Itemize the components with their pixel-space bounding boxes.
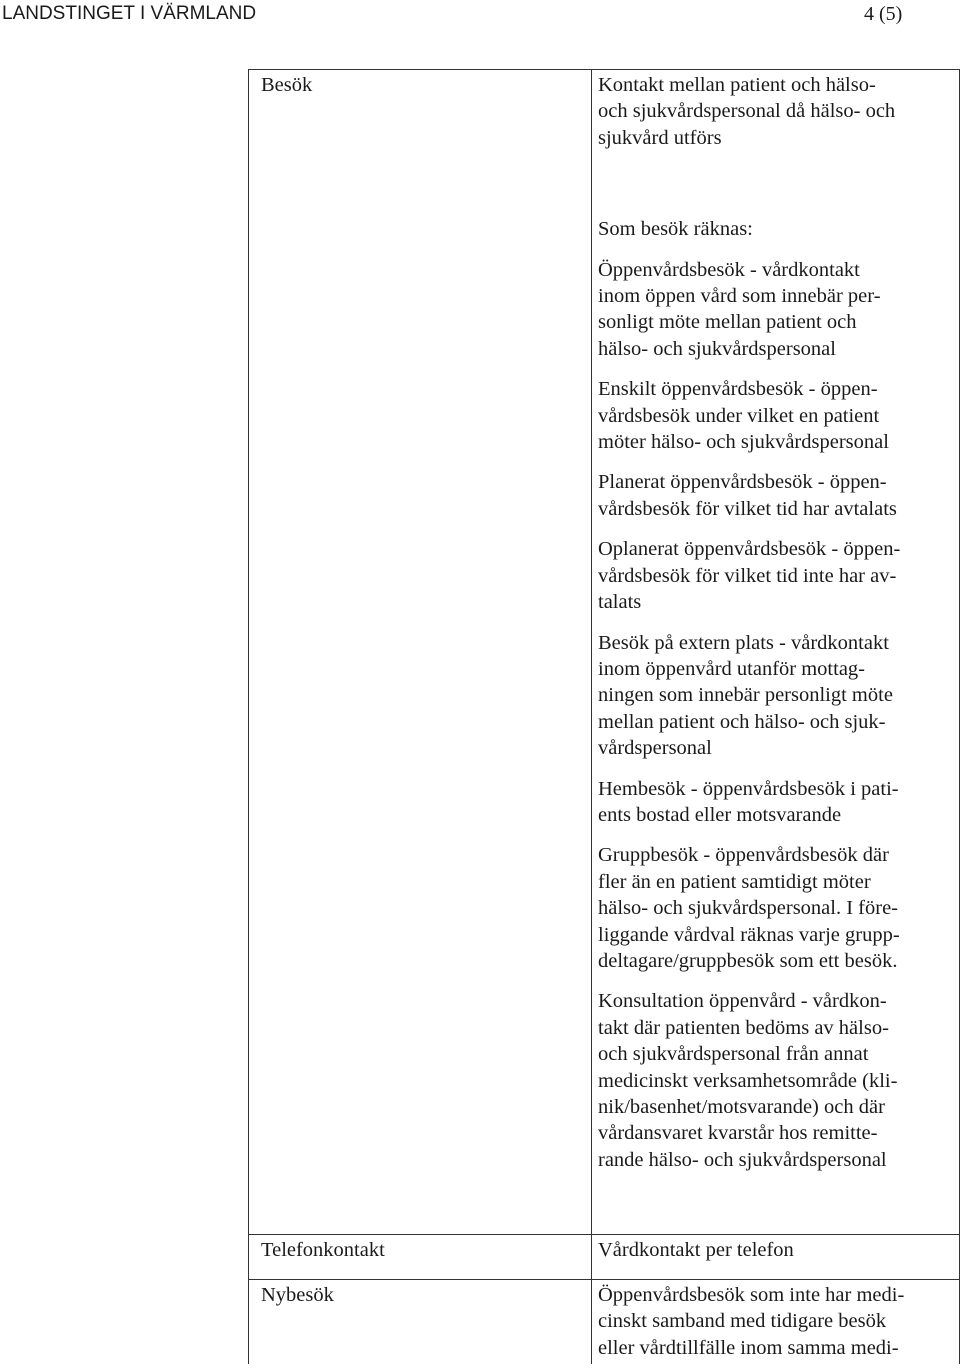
text-line: hälso- och sjukvårdspersonal [598, 337, 836, 360]
text-line: sjukvård utförs [598, 126, 722, 149]
text-line: Hembesök - öppenvårdsbesök i pati- [598, 777, 899, 800]
text-line: Som besök räknas: [598, 218, 753, 241]
text-line: och sjukvårdspersonal då hälso- och [598, 100, 896, 123]
table-row [249, 70, 960, 1235]
definition-paragraph [598, 536, 953, 615]
text-line: hälso- och sjukvårdspersonal. I före- [598, 897, 899, 920]
text-line: vårdansvaret kvarstår hos remitte- [598, 1122, 878, 1145]
text-line: vårdspersonal [598, 737, 712, 760]
definition-paragraph [598, 842, 953, 974]
term-telefonkontakt: Telefonkontakt [261, 1239, 385, 1261]
description-nybesok [592, 1280, 959, 1364]
text-line: vårdsbesök under vilket en patient [598, 404, 880, 427]
text-line: Besök på extern plats - vårdkontakt [598, 631, 889, 654]
text-line: Oplanerat öppenvårdsbesök - öppen- [598, 538, 901, 561]
text-line: ents bostad eller motsvarande [598, 803, 842, 826]
term-besok: Besök [261, 74, 313, 96]
text-line: takt där patienten bedöms av hälso- [598, 1016, 889, 1039]
text-line: talats [598, 591, 642, 614]
definition-paragraph [598, 469, 953, 522]
text-line: ningen som innebär personligt möte [598, 684, 893, 707]
definition-paragraph [598, 257, 953, 363]
text-line: Enskilt öppenvårdsbesök - öppen- [598, 378, 878, 401]
page-header [0, 0, 960, 30]
text-line: och sjukvårdspersonal från annat [598, 1043, 869, 1066]
page-number: 4 (5) [864, 3, 903, 25]
text-line: möter hälso- och sjukvårdspersonal [598, 431, 889, 454]
text-line: Kontakt mellan patient och hälso- [598, 74, 876, 96]
definition-paragraph [598, 72, 953, 151]
table-row [249, 1280, 960, 1365]
text-line: medicinskt verksamhetsområde (kli- [598, 1069, 898, 1092]
description-cell [592, 70, 960, 1235]
text-line: fler än en patient samtidigt möter [598, 870, 871, 893]
text-line: vårdsbesök för vilket tid inte har av- [598, 564, 897, 587]
text-line: liggande vårdval räknas varje grupp- [598, 923, 900, 946]
definition-paragraph [598, 776, 953, 829]
description-cell [592, 1235, 960, 1280]
text-line: Öppenvårdsbesök som inte har medi- [598, 1284, 905, 1306]
text-line: mellan patient och hälso- och sjuk- [598, 710, 886, 733]
text-line: Vårdkontakt per telefon [598, 1239, 794, 1261]
text-line: cinskt samband med tidigare besök [598, 1310, 887, 1333]
term-cell [249, 1235, 592, 1280]
term-cell [249, 1280, 592, 1365]
text-line: inom öppenvård utanför mottag- [598, 657, 866, 680]
table-row [249, 1235, 960, 1280]
description-cell [592, 1280, 960, 1365]
description-besok [592, 70, 959, 1173]
description-telefonkontakt [592, 1235, 959, 1263]
organization-name: LANDSTINGET I VÄRMLAND [2, 3, 257, 24]
text-line: Öppenvårdsbesök - vårdkontakt [598, 258, 860, 281]
definition-paragraph [598, 988, 953, 1173]
text-line: rande hälso- och sjukvårdspersonal [598, 1148, 887, 1171]
text-line: deltagare/gruppbesök som ett besök. [598, 949, 898, 972]
definition-paragraph [598, 630, 953, 762]
text-line: Konsultation öppenvård - vårdkon- [598, 990, 887, 1013]
text-line: vårdsbesök för vilket tid har avtalats [598, 497, 897, 520]
text-line: sonligt möte mellan patient och [598, 311, 857, 334]
counting-intro [598, 216, 953, 242]
text-line: nik/basenhet/motsvarande) och där [598, 1096, 885, 1118]
term-cell [249, 70, 592, 1235]
text-line: Planerat öppenvårdsbesök - öppen- [598, 471, 887, 494]
definition-paragraph [598, 376, 953, 455]
text-line: eller vårdtillfälle inom samma medi- [598, 1336, 899, 1359]
text-line: Gruppbesök - öppenvårdsbesök där [598, 844, 889, 867]
term-nybesok: Nybesök [261, 1284, 334, 1306]
text-line: inom öppen vård som innebär per- [598, 285, 881, 308]
definitions-table [248, 69, 960, 1364]
